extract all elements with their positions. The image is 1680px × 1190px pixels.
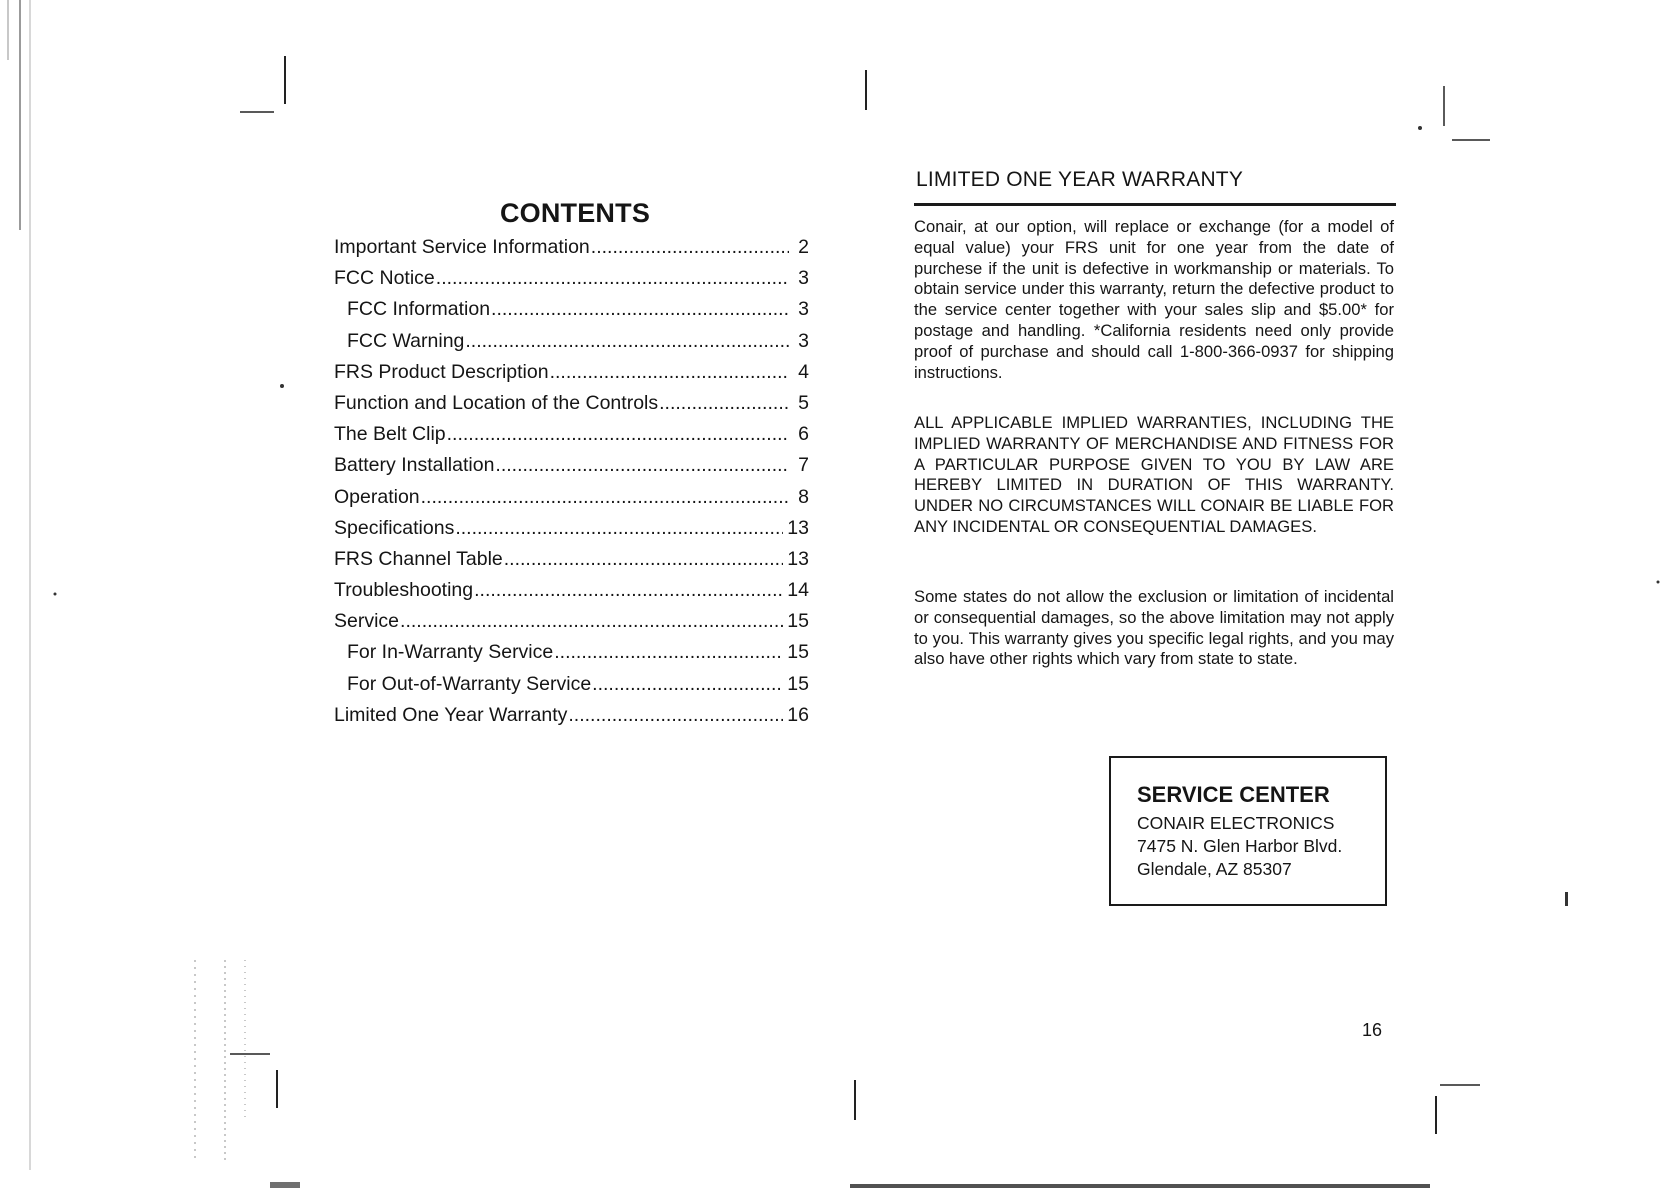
toc-entry-title: For In-Warranty Service (347, 641, 554, 664)
toc-entry-page: 6 (798, 423, 809, 446)
service-center-title: SERVICE CENTER (1137, 782, 1330, 807)
toc-entry-title: Troubleshooting (334, 579, 474, 602)
toc-entry (334, 610, 809, 641)
toc-entry-page: 13 (787, 516, 809, 539)
toc-entry-page: 15 (787, 610, 809, 633)
heading-rule (914, 203, 1396, 206)
toc-entry-page: 2 (798, 236, 809, 258)
toc-leader-dots (592, 673, 783, 696)
toc-leader-dots (491, 298, 789, 321)
toc-entry (334, 267, 809, 298)
toc-entry (334, 579, 809, 610)
toc-entry-title: Operation (334, 485, 420, 508)
toc-entry-page: 3 (798, 267, 809, 290)
toc-entry-page: 15 (787, 672, 809, 695)
toc-entry-title: FCC Information (347, 298, 491, 321)
toc-leader-dots (447, 423, 789, 446)
toc-entry-page: 13 (787, 547, 809, 570)
toc-entry (334, 236, 809, 267)
toc-entry-page: 3 (798, 329, 809, 352)
toc-subentry (334, 298, 809, 329)
toc-entry-title: Service (334, 610, 400, 633)
toc-entry (334, 361, 809, 392)
table-of-contents (334, 236, 809, 735)
service-center-box (1109, 756, 1387, 906)
toc-entry (334, 704, 809, 735)
toc-entry (334, 486, 809, 517)
toc-leader-dots (550, 361, 789, 384)
toc-entry (334, 392, 809, 423)
service-center-company: CONAIR ELECTRONICS (1137, 813, 1335, 833)
toc-entry-page: 5 (798, 391, 809, 414)
toc-leader-dots (554, 641, 783, 664)
state-rights-paragraph: Some states do not allow the exclusion or limitation of incidental or consequential damages, so the above limitation may not apply to you. This warranty gives you specific legal rights, and you may also have other rights which vary from state to state. (914, 587, 1394, 669)
toc-entry-page: 15 (787, 641, 809, 664)
warranty-paragraph: Conair, at our option, will replace or exchange (for a model of equal value) your FRS unit for one year from the date of purchese if the unit is defective in workmanship or materials. To obtain service under this warranty, return the defective product to the service center together with your sales slip and $5.00* for postage and handling. *California residents need only provide proof of purchase and should call 1-800-366-0937 for shipping instructions. (914, 217, 1394, 382)
toc-entry (334, 454, 809, 485)
toc-entry-title: FCC Notice (334, 267, 435, 290)
toc-leader-dots (659, 392, 789, 415)
warranty-heading: LIMITED ONE YEAR WARRANTY (916, 168, 1244, 191)
toc-entry-title: FRS Channel Table (334, 547, 503, 570)
toc-leader-dots (568, 704, 783, 727)
contents-title: CONTENTS (499, 198, 651, 229)
toc-entry-title: FRS Product Description (334, 360, 549, 383)
toc-leader-dots (465, 330, 789, 353)
toc-subentry (334, 673, 809, 704)
toc-entry (334, 517, 809, 548)
toc-leader-dots (436, 267, 789, 290)
toc-entry (334, 423, 809, 454)
toc-entry-page: 16 (787, 703, 809, 726)
toc-entry (334, 548, 809, 579)
toc-entry-title: Battery Installation (334, 454, 495, 477)
toc-leader-dots (400, 610, 783, 633)
toc-entry-page: 7 (798, 454, 809, 477)
service-center-city: Glendale, AZ 85307 (1137, 859, 1292, 879)
toc-entry-page: 14 (787, 579, 809, 602)
toc-entry-title: Specifications (334, 516, 455, 539)
toc-entry-title: Limited One Year Warranty (334, 703, 568, 726)
toc-entry-title: For Out-of-Warranty Service (347, 672, 592, 695)
toc-subentry (334, 641, 809, 672)
toc-entry-page: 4 (798, 360, 809, 383)
toc-subentry (334, 330, 809, 361)
page-number: 16 (1362, 1020, 1383, 1040)
toc-entry-page: 8 (798, 485, 809, 508)
toc-leader-dots (495, 454, 789, 477)
toc-entry-title: FCC Warning (347, 329, 465, 352)
toc-leader-dots (455, 517, 783, 540)
service-center-street: 7475 N. Glen Harbor Blvd. (1137, 836, 1343, 856)
toc-entry-title: Function and Location of the Controls (334, 391, 659, 414)
toc-leader-dots (421, 486, 789, 509)
implied-warranties-paragraph: ALL APPLICABLE IMPLIED WARRANTIES, INCLUDING THE IMPLIED WARRANTY OF MERCHANDISE AND FITNESS FOR A PARTICULAR PURPOSE GIVEN TO YOU BY LAW ARE HEREBY LIMITED IN DURATION OF THIS WARRANTY. UNDER NO CIRCUMSTANCES WILL CONAIR BE LIABLE FOR ANY INCIDENTAL OR CONSEQUENTIAL DAMAGES. (914, 413, 1394, 536)
toc-entry-title: Important Service Information (334, 236, 590, 258)
toc-leader-dots (474, 579, 783, 602)
toc-leader-dots (591, 236, 789, 259)
toc-entry-title: The Belt Clip (334, 423, 446, 446)
toc-entry-page: 3 (798, 298, 809, 321)
toc-leader-dots (504, 548, 784, 571)
